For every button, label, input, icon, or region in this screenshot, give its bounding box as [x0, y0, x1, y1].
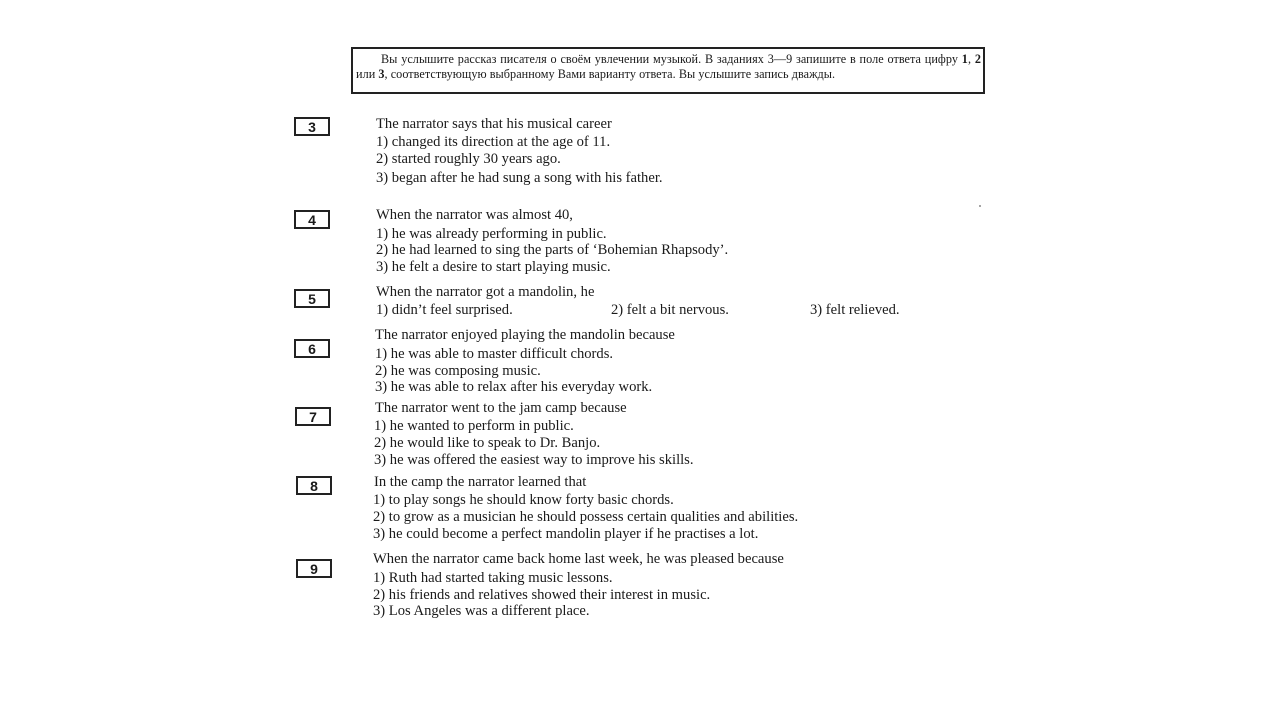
instructions-num-1: 1 [961, 52, 968, 66]
question-stem-5: When the narrator got a mandolin, he [376, 284, 595, 300]
scan-speck [979, 205, 981, 207]
option-7-1: 1) he wanted to perform in public. [374, 418, 574, 434]
option-4-1: 1) he was already performing in public. [376, 226, 607, 242]
answer-box-3[interactable]: 3 [294, 117, 330, 136]
option-3-2: 2) started roughly 30 years ago. [376, 151, 561, 167]
answer-box-4[interactable]: 4 [294, 210, 330, 229]
answer-box-7[interactable]: 7 [295, 407, 331, 426]
option-6-2: 2) he was composing music. [375, 363, 541, 379]
option-6-1: 1) he was able to master difficult chords. [375, 346, 614, 362]
instructions-sep-1: , [967, 52, 975, 66]
option-9-1: 1) Ruth had started taking music lessons. [373, 570, 613, 586]
option-5-2: 2) felt a bit nervous. [611, 302, 729, 318]
answer-box-9[interactable]: 9 [296, 559, 332, 578]
instructions-num-3: 3 [378, 67, 385, 81]
answer-box-6[interactable]: 6 [294, 339, 330, 358]
option-6-3: 3) he was able to relax after his everyday work. [375, 379, 653, 395]
option-7-2: 2) he would like to speak to Dr. Banjo. [374, 435, 601, 451]
question-stem-4: When the narrator was almost 40, [376, 207, 573, 223]
question-stem-8: In the camp the narrator learned that [374, 474, 587, 490]
question-stem-7: The narrator went to the jam camp because [375, 400, 627, 416]
option-9-3: 3) Los Angeles was a different place. [373, 603, 590, 619]
instructions-num-2: 2 [974, 52, 981, 66]
question-stem-6: The narrator enjoyed playing the mandolin because [375, 327, 675, 343]
option-4-2: 2) he had learned to sing the parts of ‘Bohemian Rhapsody’. [376, 242, 729, 258]
option-5-1: 1) didn’t feel surprised. [376, 302, 513, 318]
answer-box-8[interactable]: 8 [296, 476, 332, 495]
answer-box-5[interactable]: 5 [294, 289, 330, 308]
instructions-text-part2: , соответствующую выбранному Вами варианту ответа. Вы услышите запись дважды. [384, 67, 836, 81]
option-8-2: 2) to grow as a musician he should possess certain qualities and abilities. [373, 509, 799, 525]
instructions-sep-2: или [356, 67, 379, 81]
option-3-1: 1) changed its direction at the age of 11. [376, 134, 611, 150]
option-3-3: 3) began after he had sung a song with his father. [376, 170, 663, 186]
question-stem-9: When the narrator came back home last week, he was pleased because [373, 551, 784, 567]
option-4-3: 3) he felt a desire to start playing music. [376, 259, 611, 275]
option-5-3: 3) felt relieved. [810, 302, 900, 318]
option-8-1: 1) to play songs he should know forty basic chords. [373, 492, 674, 508]
instructions-text-part1: Вы услышите рассказ писателя о своём увлечении музыкой. В заданиях 3—9 запишите в поле ответа цифру [381, 52, 962, 66]
option-8-3: 3) he could become a perfect mandolin player if he practises a lot. [373, 526, 759, 542]
option-9-2: 2) his friends and relatives showed their interest in music. [373, 587, 711, 603]
instructions-box [351, 47, 985, 94]
question-stem-3: The narrator says that his musical career [376, 116, 612, 132]
option-7-3: 3) he was offered the easiest way to improve his skills. [374, 452, 694, 468]
